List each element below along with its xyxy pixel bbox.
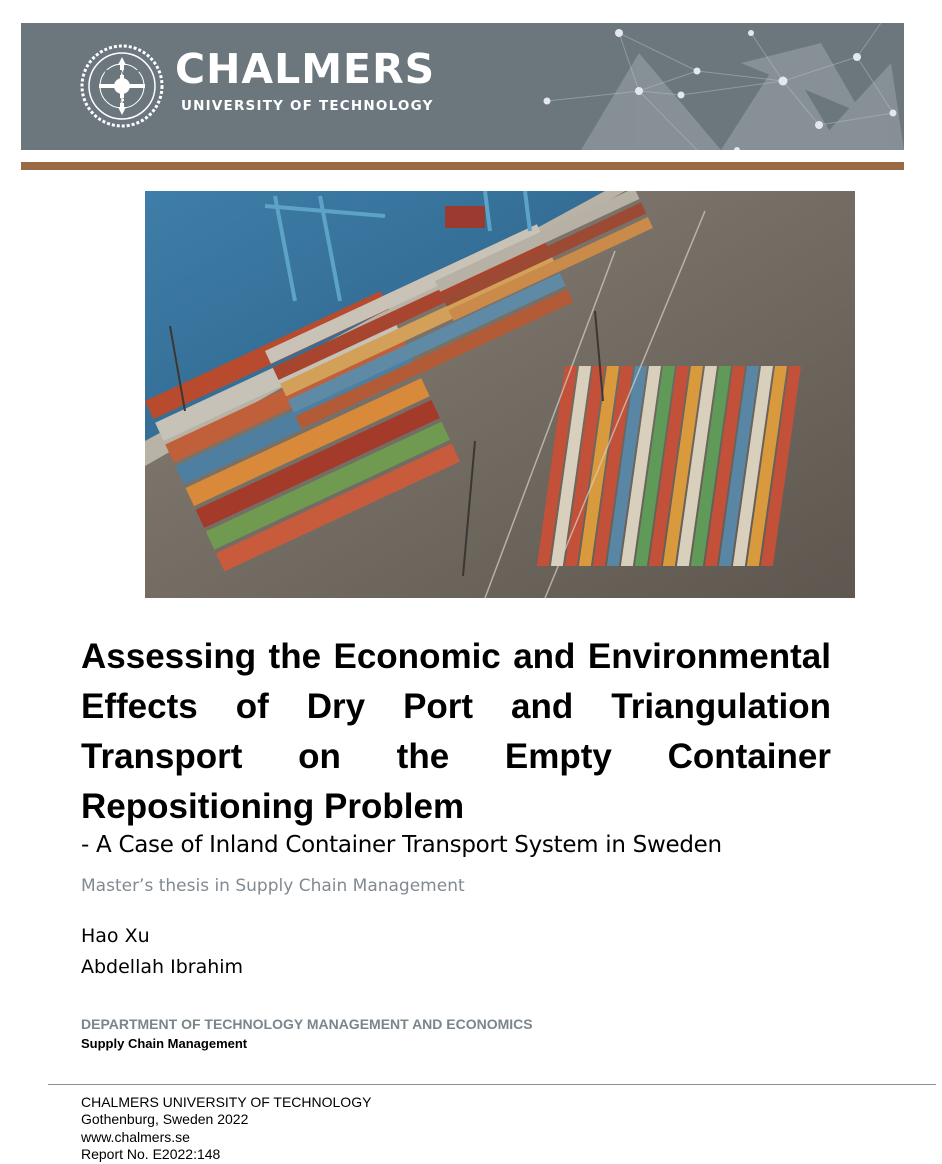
brand-subtitle: UNIVERSITY OF TECHNOLOGY [181, 98, 434, 114]
seal-year: 1829 [112, 97, 132, 105]
division-name: Supply Chain Management [81, 1036, 248, 1051]
cover-photo [145, 191, 855, 598]
chalmers-seal-logo [79, 43, 165, 129]
footer-university: CHALMERS UNIVERSITY OF TECHNOLOGY [81, 1094, 372, 1110]
container-port-photo [145, 191, 855, 598]
department-name: DEPARTMENT OF TECHNOLOGY MANAGEMENT AND ECONOMICS [81, 1016, 533, 1032]
thesis-subtitle: - A Case of Inland Container Transport System in Sweden [81, 832, 722, 858]
author-name: Abdellah Ibrahim [81, 956, 244, 978]
brown-divider [21, 162, 904, 170]
seal-motto: AVANCEZ [103, 69, 141, 77]
footer-location: Gothenburg, Sweden 2022 [81, 1111, 249, 1127]
header-banner [21, 23, 904, 150]
brand-name: CHALMERS [175, 45, 436, 93]
author-name: Hao Xu [81, 925, 150, 947]
footer-divider [48, 1084, 936, 1085]
thesis-type: Master’s thesis in Supply Chain Management [81, 876, 465, 896]
footer-report-number: Report No. E2022:148 [81, 1146, 221, 1162]
thesis-title: Assessing the Economic and Environmental Effects of Dry Port and Triangulation Transport on the Empty Container Repositioning Problem [81, 637, 831, 826]
footer-website[interactable]: www.chalmers.se [81, 1129, 190, 1145]
